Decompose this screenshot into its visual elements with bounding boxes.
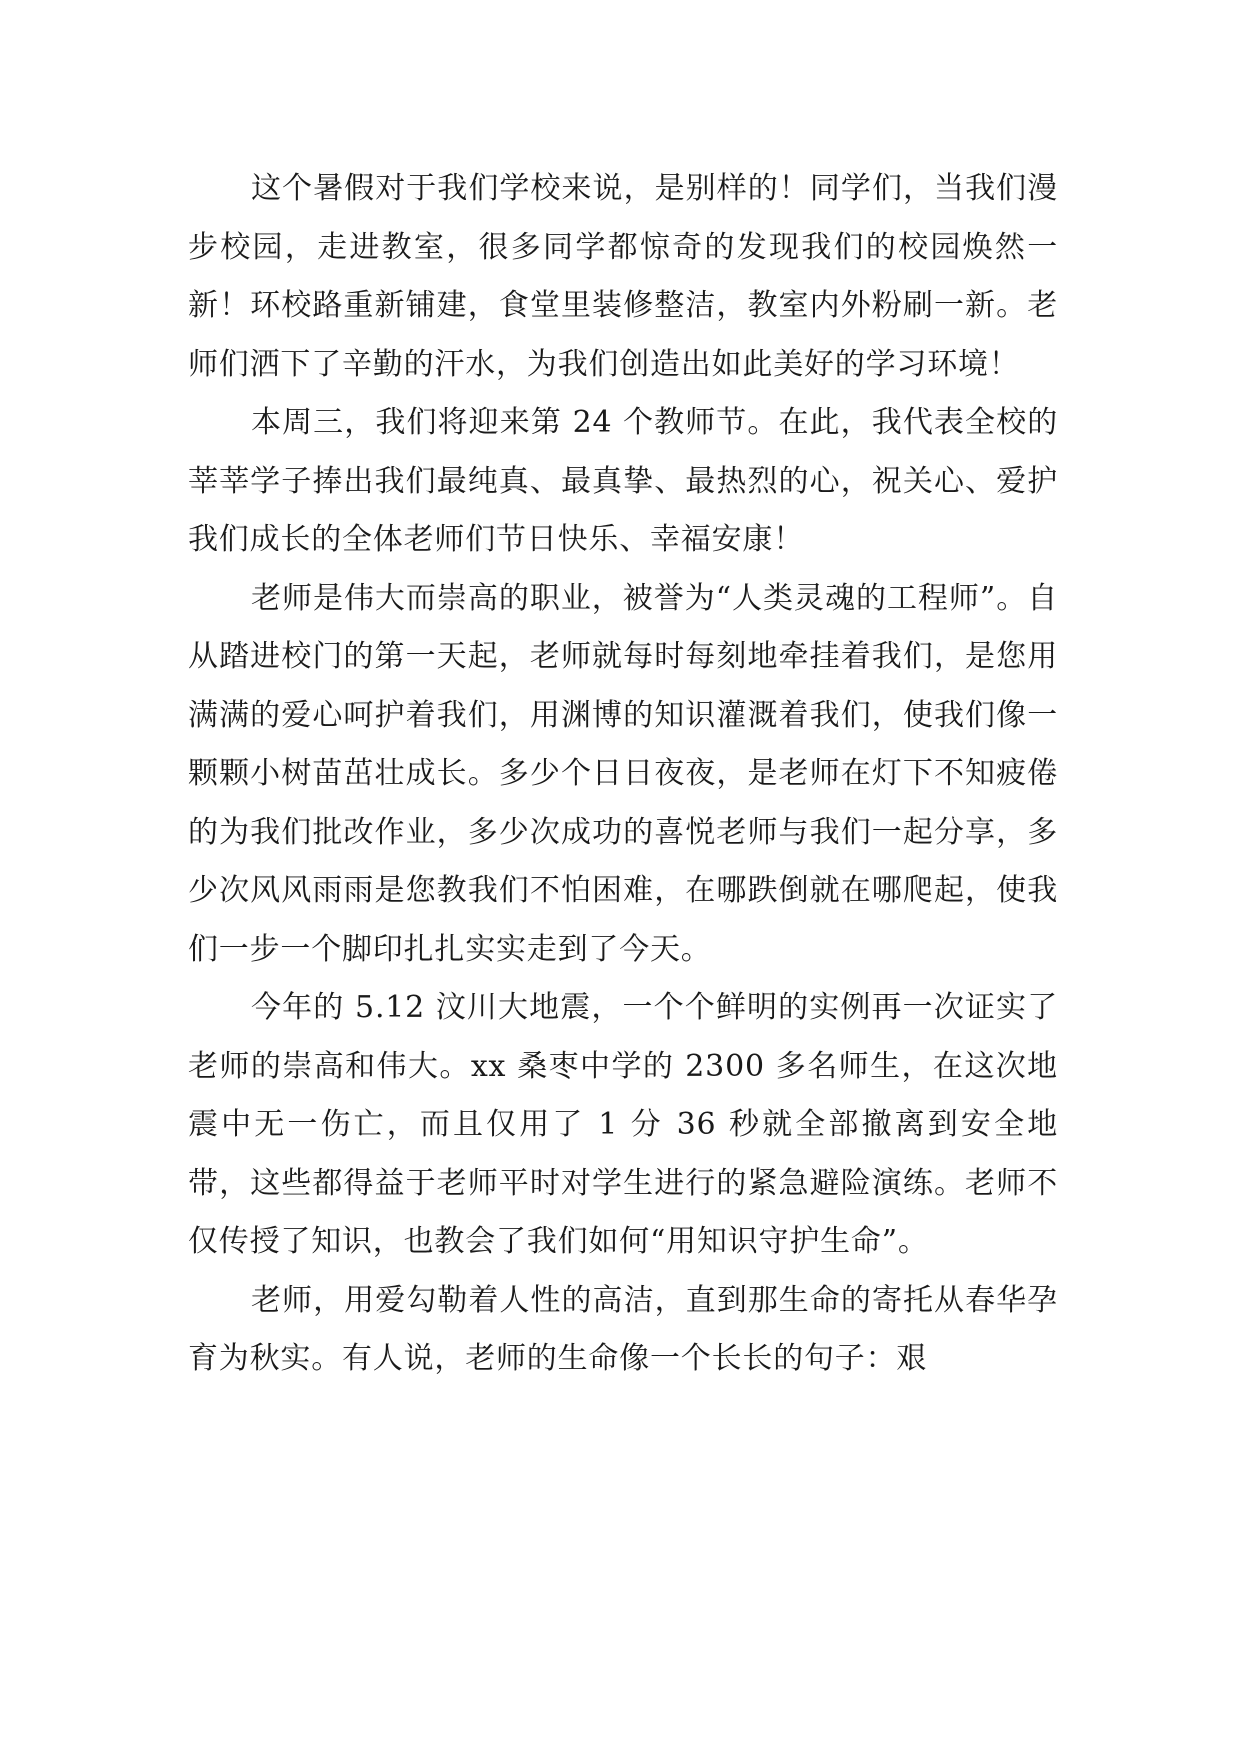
paragraph-summer-campus: 这个暑假对于我们学校来说，是别样的！同学们，当我们漫步校园，走进教室，很多同学都惊奇的发现我们的校园焕然一新！环校路重新铺建，食堂里装修整洁，教室内外粉刷一新。老师们洒下了辛勤的汗水，为我们创造出如此美好的学习环境！ [188, 171, 1058, 382]
paragraph-teacher-profession: 老师是伟大而崇高的职业，被誉为“人类灵魂的工程师”。自从踏进校门的第一天起，老师就每时每刻地牵挂着我们，是您用满满的爱心呵护着我们，用渊博的知识灌溉着我们，使我们像一颗颗小树苗茁壮成长。多少个日日夜夜，是老师在灯下不知疲倦的为我们批改作业，多少次成功的喜悦老师与我们一起分享，多少次风风雨雨是您教我们不怕困难，在哪跌倒就在哪爬起，使我们一步一个脚印扎扎实实走到了今天。 [188, 580, 1058, 967]
paragraph-teacher-life: 老师，用爱勾勒着人性的高洁，直到那生命的寄托从春华孕育为秋实。有人说，老师的生命像一个长长的句子：艰 [188, 1282, 1058, 1376]
document-body [188, 160, 1058, 1389]
paragraph-earthquake: 今年的 5.12 汶川大地震，一个个鲜明的实例再一次证实了老师的崇高和伟大。xx 桑枣中学的 2300 多名师生，在这次地震中无一伤亡，而且仅用了 1 分 36 秒就全部撤离到安全地带，这些都得益于老师平时对学生进行的紧急避险演练。老师不仅传授了知识，也教会了我们如何“用知识守护生命”。 [188, 990, 1058, 1259]
paragraph-teachers-day: 本周三，我们将迎来第 24 个教师节。在此，我代表全校的莘莘学子捧出我们最纯真、最真挚、最热烈的心，祝关心、爱护我们成长的全体老师们节日快乐、幸福安康！ [188, 405, 1058, 557]
